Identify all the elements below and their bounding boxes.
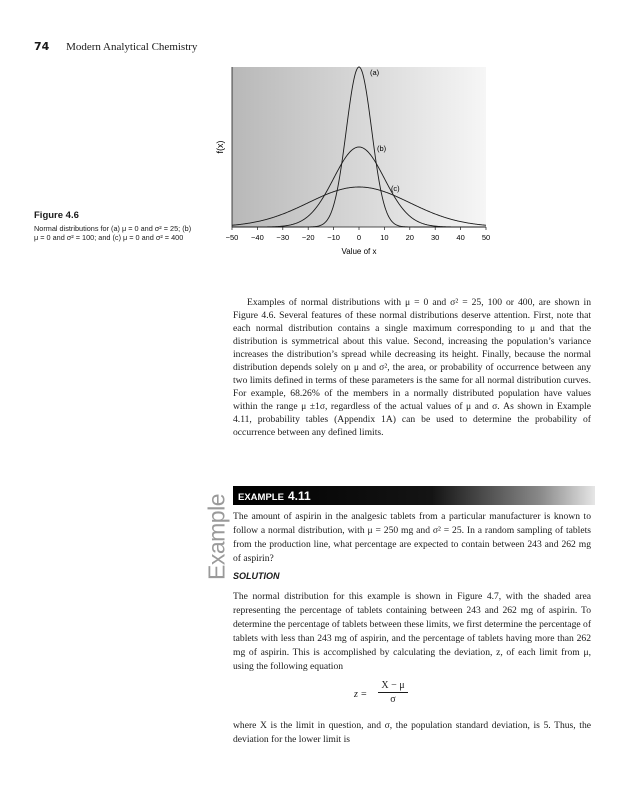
x-tick-label: 30 xyxy=(431,233,440,242)
figure-label: Figure 4.6 xyxy=(34,210,79,221)
equation-denominator: σ xyxy=(390,694,396,705)
equation-lhs: z = xyxy=(354,689,368,700)
series-label-2: (b) xyxy=(376,144,387,153)
x-tick-label: 40 xyxy=(456,233,465,242)
equation-fraction xyxy=(378,680,408,705)
series-label-3: (c) xyxy=(390,184,400,193)
chart-svg xyxy=(214,60,504,265)
example-label: EXAMPLE xyxy=(238,492,284,503)
x-tick-label: −20 xyxy=(301,233,315,242)
example-header-bar xyxy=(233,486,595,505)
x-tick-label: 50 xyxy=(481,233,491,242)
example-number: 4.11 xyxy=(287,489,311,503)
normal-distribution-chart xyxy=(214,60,504,265)
solution-text: The normal distribution for this example is shown in Figure 4.7, with the shaded area representing the percentage of tablets containing between 243 and 262 mg of aspirin. To determine the percentage of tablets between these limits, we first determine the percentage of tablets with less than 243 mg of aspirin, and the percentage of tablets having more than 262 mg of aspirin. This is accomplished by calculating the deviation, z, of each limit from μ, using the following equation xyxy=(233,591,592,672)
figure-caption xyxy=(34,210,194,243)
x-tick-label: 0 xyxy=(356,233,362,242)
example-problem: The amount of aspirin in the analgesic tablets from a particular manufacturer is known to follow a normal distribution, with μ = 250 mg and σ² = 25. In a random sampling of tablets from the production line, what percentage are expected to contain between 243 and 262 mg of aspirin? xyxy=(233,511,591,564)
x-tick-label: −10 xyxy=(327,233,340,242)
series-label-1: (a) xyxy=(369,68,380,77)
x-tick-label: −30 xyxy=(276,233,290,242)
x-tick-label: −50 xyxy=(225,233,239,242)
x-axis-label: Value of x xyxy=(341,247,377,256)
page-number: 74 xyxy=(34,40,50,53)
example-side-label: Example xyxy=(203,494,230,580)
equation-numerator: X − μ xyxy=(378,680,408,693)
solution-continuation: where X is the limit in question, and σ, the population standard deviation, is 5. Thus, the deviation for the lower limit is xyxy=(233,720,591,745)
body-paragraph: Examples of normal distributions with μ = 0 and σ² = 25, 100 or 400, are shown in Figure 4.6. Several features of these normal distributions deserve attention. First, note that each normal distribution contains a single maximum corresponding to μ and that the distribution is symmetrical about this value. Second, increasing the population’s variance increases the distribution’s spread while decreasing its height. Finally, because the normal distribution depends solely on μ and σ², the area, or probability of occurrence between any two limits defined in terms of these parameters is the same for all normal distribution curves. For example, 68.26% of the members in a normally distributed population have values within the range μ ±1σ, regardless of the actual values of μ and σ. As shown in Example 4.11, probability tables (Appendix 1A) can be used to determine the probability of occurrence between any defined limits. xyxy=(233,297,591,438)
running-title: Modern Analytical Chemistry xyxy=(66,41,198,53)
x-tick-label: 10 xyxy=(380,233,389,242)
x-tick-label: −40 xyxy=(251,233,264,242)
figure-caption-text: Normal distributions for (a) μ = 0 and σ² = 25; (b) μ = 0 and σ² = 100; and (c) μ = 0 and σ² = 400 xyxy=(34,224,192,243)
x-tick-label: 20 xyxy=(405,233,414,242)
example-title xyxy=(238,489,311,503)
page-header xyxy=(34,40,197,53)
solution-heading: SOLUTION xyxy=(233,571,280,581)
y-axis-label: f(x) xyxy=(215,140,225,154)
